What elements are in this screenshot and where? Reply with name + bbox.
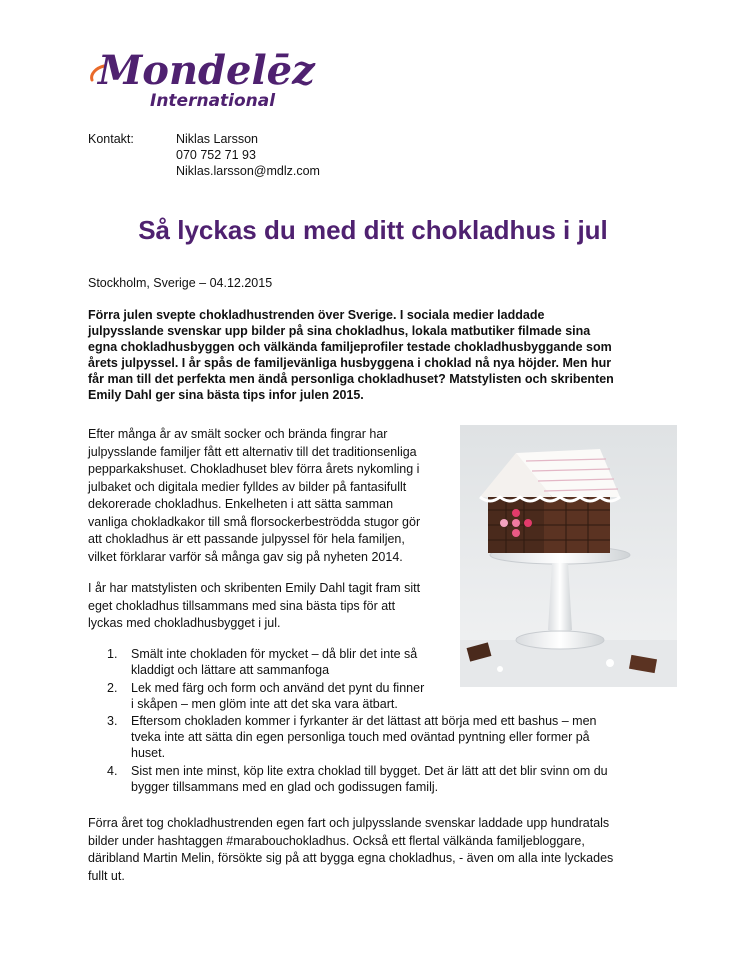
contact-label: Kontakt: (88, 132, 134, 146)
mondelez-logo (86, 40, 336, 115)
lead-line: julpysslande svenskar upp bilder på sina chokladhus, lokala matbutiker filmade sina (88, 324, 591, 338)
list-line: Eftersom chokladen kommer i fyrkanter är det lättast att börja med ett bashus – men (131, 714, 597, 728)
lead-line: får man till det perfekta men ändå personliga chokladhuset? Matstylisten och skribenten (88, 372, 614, 386)
lead-paragraph (88, 307, 668, 403)
list-number: 1. (107, 647, 118, 661)
body-line: fullt ut. (88, 868, 125, 883)
list-line: bygger tillsammans med en glad och godissugen familj. (131, 779, 439, 794)
contact-email[interactable]: Niklas.larsson@mdlz.com (176, 164, 320, 178)
list-number: 4. (107, 763, 118, 778)
body-line: Förra året tog chokladhustrenden egen fart och julpysslande svenskar laddade upp hundratals (88, 816, 610, 830)
page-title: Så lyckas du med ditt chokladhus i jul (138, 215, 608, 245)
body-paragraph-2 (88, 580, 420, 633)
list-line: kladdigt och lättare att sammanfoga (131, 663, 330, 677)
list-number: 3. (107, 714, 118, 728)
list-line: Lek med färg och form och använd det pynt du finner (131, 680, 425, 695)
body-line: bilder under hashtaggen #marabouchokladhus. Också ett flertal välkända familjebloggare, (88, 833, 585, 848)
lead-line: Emily Dahl ger sina bästa tips infor julen 2015. (88, 388, 364, 402)
list-line: Smält inte chokladen för mycket – då blir det inte så (131, 647, 418, 661)
contact-phone: 070 752 71 93 (176, 148, 256, 162)
body-line: vilket förklarar varför så många gav sig på nyheten 2014. (88, 549, 403, 564)
list-item (88, 713, 608, 761)
lead-line: egna chokladhusbyggen och välkända familjeprofiler testade chokladhusbyggande som (88, 340, 612, 354)
body-line: julpysslande familjer fått ett alternativ till det traditionsenliga (88, 444, 417, 459)
dateline: Stockholm, Sverige – 04.12.2015 (88, 276, 273, 290)
list-item (88, 763, 608, 795)
svg-text:International: International (150, 91, 276, 111)
list-number: 2. (107, 680, 118, 695)
list-line: i skåpen – men glöm inte att det ska vara ätbart. (131, 696, 398, 711)
svg-text:Mondelēz: Mondelēz (98, 47, 315, 94)
closing-paragraph (88, 815, 613, 885)
mondelez-logo-graphic (86, 40, 336, 115)
body-line: att chokladhus är ett passande julpyssel för hela familjen, (88, 532, 405, 546)
body-line: Efter många år av smält socker och brända fingrar har (88, 427, 388, 441)
list-line: huset. (131, 746, 166, 760)
body-line: dekorerade chokladhus. Enkelheten i att sätta samman (88, 497, 394, 511)
body-line: julbaket och digitala medier fylldes av bilder på fantasifullt (88, 479, 407, 494)
chocolate-house-image (460, 425, 677, 687)
body-line: pepparkakshuset. Chokladhuset blev förra årets nykomling i (88, 462, 420, 476)
chocolate-house-photo (460, 425, 677, 687)
lead-line: Förra julen svepte chokladhustrenden över Sverige. I sociala medier laddade (88, 308, 545, 322)
body-paragraph-1 (88, 426, 420, 566)
list-line: Sist men inte minst, köp lite extra choklad till bygget. Det är lätt att det blir svinn om du (131, 763, 608, 778)
body-line: eget chokladhus tillsammans med sina bästa tips för att (88, 598, 396, 613)
list-line: tveka inte att sätta din egen personliga touch med oväntad pyntning eller former på (131, 730, 590, 744)
body-line: däribland Martin Melin, försökte sig på att bygga egna chokladhus, - även om alla inte lyckades (88, 851, 614, 865)
contact-name: Niklas Larsson (176, 132, 258, 146)
body-line: lyckas med chokladhusbygget i jul. (88, 616, 281, 630)
body-line: I år har matstylisten och skribenten Emily Dahl tagit fram sitt (88, 581, 421, 595)
body-line: vanliga chokladkakor till små florsockerbeströdda stugor gör (88, 514, 421, 529)
lead-line: årets julpyssel. I år spås de familjevänliga husbyggena i choklad nå nya höjder. Men hur (88, 356, 612, 370)
